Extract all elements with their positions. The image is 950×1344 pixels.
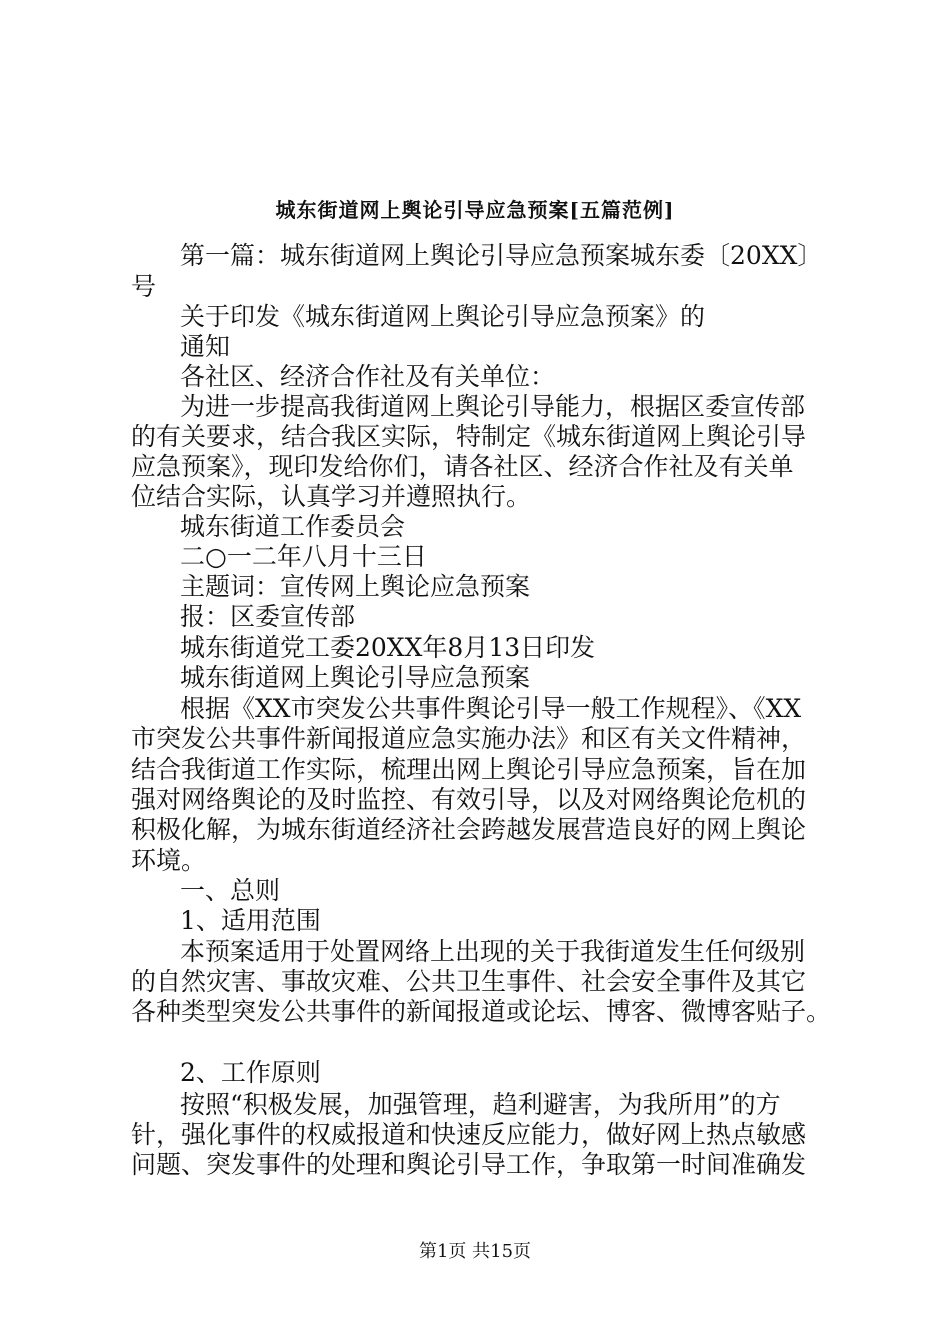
body-line: 的有关要求，结合我区实际，特制定《城东街道网上舆论引导 xyxy=(131,422,807,451)
body-line: 号 xyxy=(131,272,157,301)
body-line: 各种类型突发公共事件的新闻报道或论坛、博客、微博客贴子。 xyxy=(131,997,832,1026)
body-line: 城东街道工作委员会 xyxy=(180,512,406,541)
document-title: 城东街道网上舆论引导应急预案[五篇范例] xyxy=(275,198,675,222)
body-line: 二○一二年八月十三日 xyxy=(180,542,427,571)
body-line: 结合我街道工作实际，梳理出网上舆论引导应急预案，旨在加 xyxy=(131,755,807,784)
body-line: 的自然灾害、事故灾难、公共卫生事件、社会安全事件及其它 xyxy=(131,967,807,996)
body-line: 城东街道党工委20XX年8月13日印发 xyxy=(180,633,596,662)
body-line: 市突发公共事件新闻报道应急实施办法》和区有关文件精神， xyxy=(131,724,807,753)
body-line: 2、工作原则 xyxy=(180,1058,321,1087)
body-line: 问题、突发事件的处理和舆论引导工作，争取第一时间准确发 xyxy=(131,1150,807,1179)
page-footer: 第1页 共15页 xyxy=(418,1241,532,1262)
body-line: 1、适用范围 xyxy=(180,906,321,935)
body-line: 位结合实际，认真学习并遵照执行。 xyxy=(131,482,532,511)
body-line: 第一篇：城东街道网上舆论引导应急预案城东委〔20XX〕 xyxy=(180,241,823,270)
body-line: 本预案适用于处置网络上出现的关于我街道发生任何级别 xyxy=(180,937,806,966)
body-line: 针，强化事件的权威报道和快速反应能力，做好网上热点敏感 xyxy=(131,1120,807,1149)
body-line: 各社区、经济合作社及有关单位： xyxy=(180,362,556,391)
body-line: 关于印发《城东街道网上舆论引导应急预案》的 xyxy=(180,302,706,331)
body-line: 城东街道网上舆论引导应急预案 xyxy=(180,663,531,692)
body-line: 主题词：宣传网上舆论应急预案 xyxy=(180,572,531,601)
body-line: 环境。 xyxy=(131,846,207,875)
body-line: 通知 xyxy=(180,332,231,361)
body-line: 积极化解，为城东街道经济社会跨越发展营造良好的网上舆论 xyxy=(131,815,807,844)
body-line: 为进一步提高我街道网上舆论引导能力，根据区委宣传部 xyxy=(180,392,806,421)
body-line: 根据《XX市突发公共事件舆论引导一般工作规程》、《XX xyxy=(180,694,802,723)
body-line: 一、总则 xyxy=(180,876,281,905)
body-line: 强对网络舆论的及时监控、有效引导，以及对网络舆论危机的 xyxy=(131,785,807,814)
body-line: 报：区委宣传部 xyxy=(180,602,356,631)
body-line: 应急预案》，现印发给你们，请各社区、经济合作社及有关单 xyxy=(131,452,794,481)
body-line: 按照“积极发展，加强管理，趋利避害，为我所用”的方 xyxy=(180,1090,781,1119)
